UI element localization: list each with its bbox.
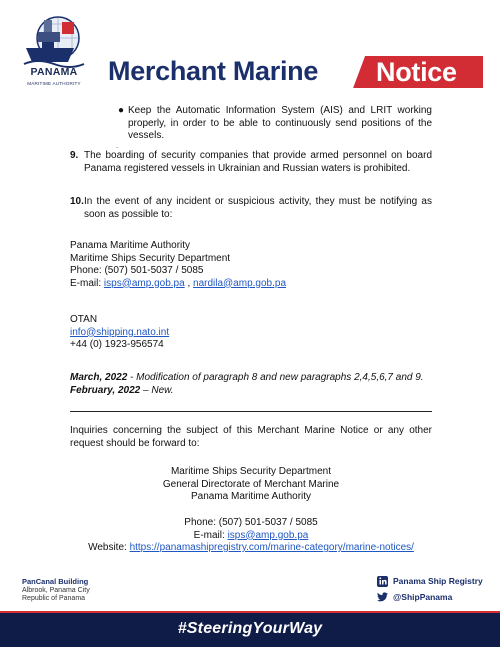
inq-dept: Maritime Ships Security Department <box>170 466 332 477</box>
logo-wordmark: PANAMA <box>30 66 78 78</box>
footer-addr1: Albrook, Panama City <box>22 586 90 594</box>
page-title: Merchant Marine <box>108 56 319 86</box>
bullet-marker: ● <box>118 105 125 116</box>
item-number: 9. <box>70 150 79 161</box>
contact-org: Panama Maritime Authority <box>70 240 191 251</box>
footer-building: PanCanal Building <box>22 577 89 586</box>
otan-email-link[interactable]: info@shipping.nato.int <box>70 326 170 338</box>
contact-dept: Maritime Ships Security Department <box>70 252 231 264</box>
contact-phone: Phone: (507) 501-5037 / 5085 <box>70 265 204 276</box>
ship-emblem-icon <box>22 14 86 70</box>
twitter-label: @ShipPanama <box>393 592 453 602</box>
inq-authority: Panama Maritime Authority <box>190 491 312 502</box>
email-separator: , <box>184 277 194 289</box>
mod-date: February, 2022 <box>70 385 141 396</box>
modification-march <box>70 372 424 385</box>
website-link[interactable]: https://panamashipregistry.com/marine-category/marine-notices/ <box>129 542 414 553</box>
otan-phone: +44 (0) 1923-956574 <box>70 339 164 350</box>
inq-website-line <box>70 542 432 555</box>
logo-subtitle: MARITIME AUTHORITY <box>27 81 81 86</box>
bullet-spacer: . <box>116 141 119 150</box>
list-item-10 <box>70 196 432 221</box>
contact-email-line <box>70 278 286 291</box>
email-link-nardila[interactable]: nardila@amp.gob.pa <box>193 277 287 289</box>
inq-email-link[interactable]: isps@amp.gob.pa <box>227 529 309 541</box>
mod-text: – New. <box>140 385 174 396</box>
email-label: E-mail: <box>193 529 228 541</box>
footer-twitter[interactable] <box>377 591 452 604</box>
inquiries-address <box>70 466 432 504</box>
item-number: 10. <box>70 196 84 207</box>
website-label: Website: <box>88 542 130 553</box>
footer-addr2: Republic of Panama <box>22 595 86 602</box>
inq-directorate: General Directorate of Merchant Marine <box>162 478 340 490</box>
inq-phone: Phone: (507) 501-5037 / 5085 <box>184 517 318 528</box>
footer-address <box>22 578 90 604</box>
twitter-icon <box>377 592 388 603</box>
email-link-isps[interactable]: isps@amp.gob.pa <box>103 277 185 289</box>
bullet-text: Keep the Automatic Information System (AIS) and LRIT working properly, in order to be able to continuously send positions of the vessels. <box>128 105 432 141</box>
item-text: In the event of any incident or suspicious activity, they must be notifying as soon as possible to: <box>84 196 432 220</box>
footer-hashtag: #SteeringYourWay <box>177 620 323 637</box>
section-divider <box>70 411 432 412</box>
mod-date: March, 2022 <box>70 372 128 383</box>
list-item-9 <box>70 150 432 175</box>
otan-name: OTAN <box>70 314 98 325</box>
contact-pma <box>70 240 286 290</box>
contact-otan <box>70 314 169 352</box>
mod-text: - Modification of paragraph 8 and new paragraphs 2,4,5,6,7 and 9. <box>127 372 424 383</box>
linkedin-icon <box>377 576 388 587</box>
email-label: E-mail: <box>70 277 104 289</box>
modification-february <box>70 385 174 398</box>
inquiries-text: Inquiries concerning the subject of this Merchant Marine Notice or any other request should be forward to: <box>70 425 432 449</box>
notice-label: Notice <box>376 57 457 87</box>
footer-linkedin[interactable] <box>377 575 483 588</box>
inq-email-line <box>70 530 432 543</box>
item-text: The boarding of security companies that provide armed personnel on board Panama registered vessels in Ukrainian and Russian waters is prohibited. <box>84 150 432 174</box>
inquiries-contact <box>70 517 432 555</box>
linkedin-label: Panama Ship Registry <box>393 576 483 586</box>
